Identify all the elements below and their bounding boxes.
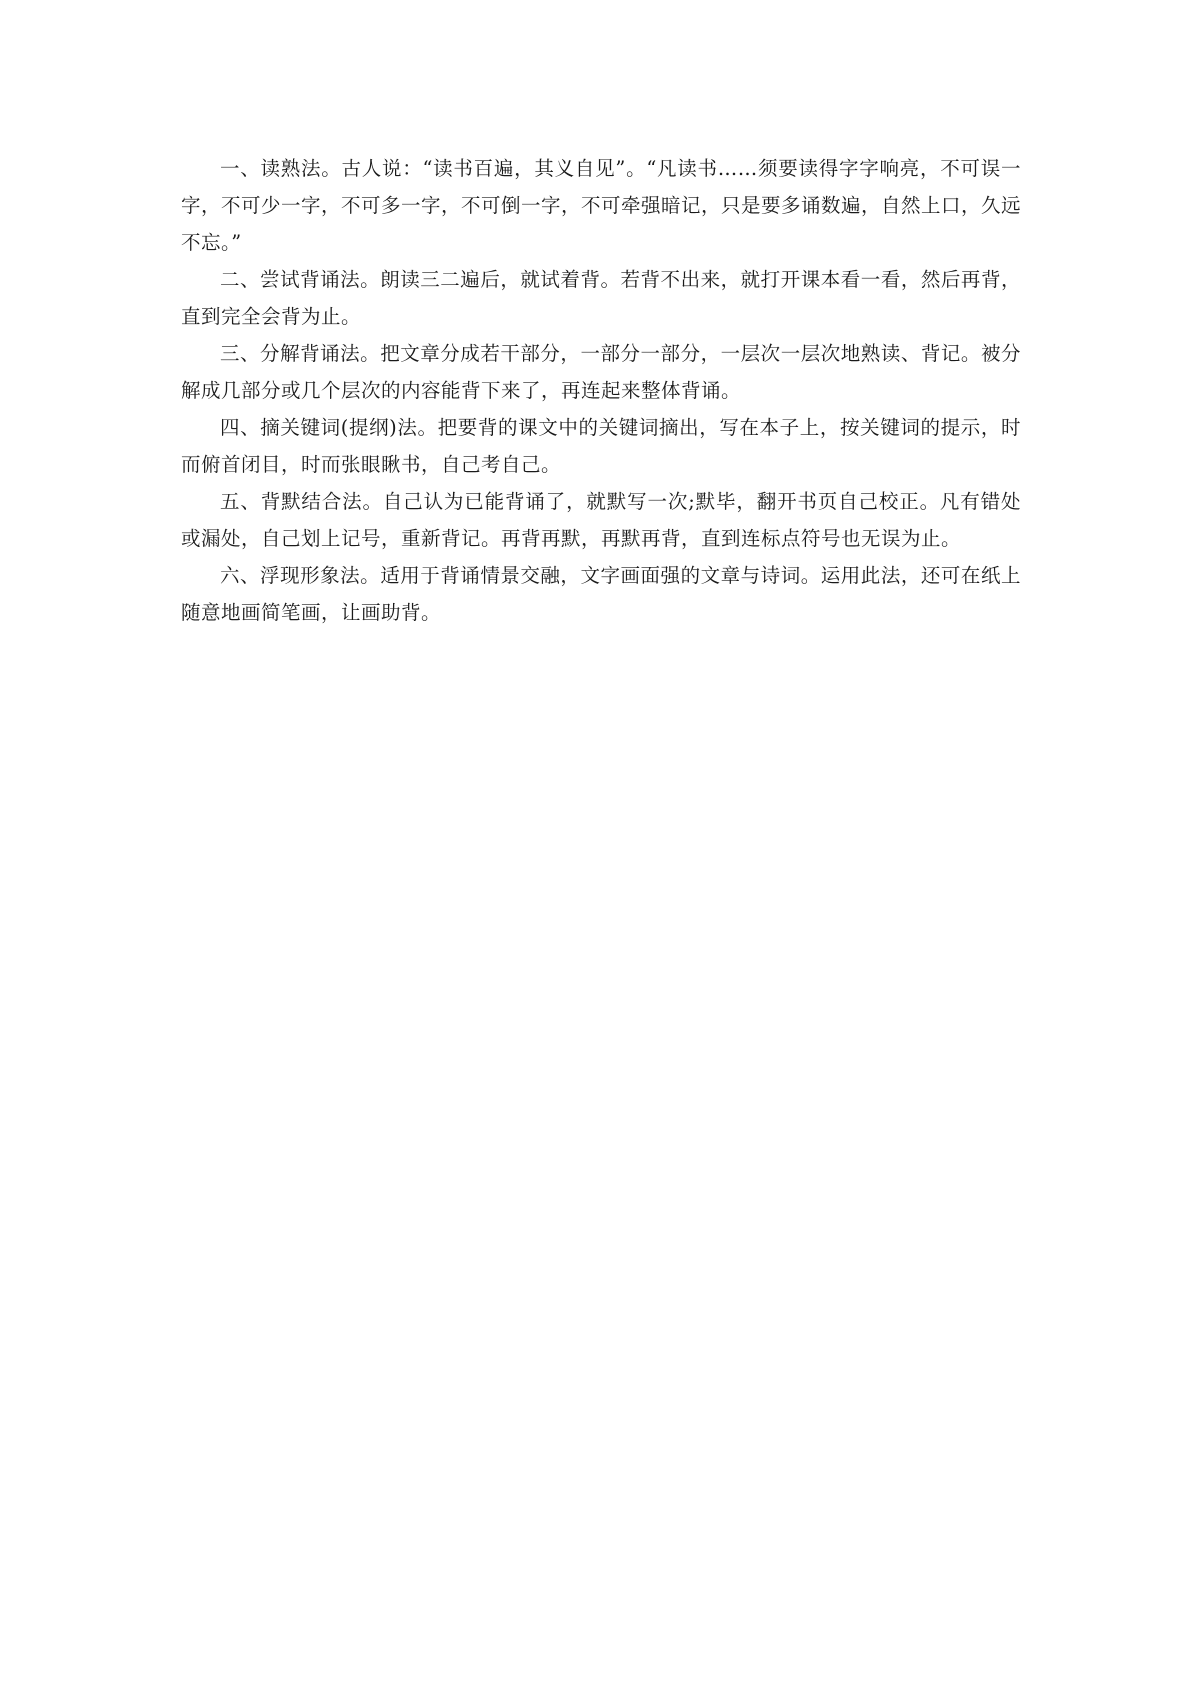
paragraph-keywords-outline: 四、摘关键词(提纲)法。把要背的课文中的关键词摘出，写在本子上，按关键词的提示，时而俯首闭目，时而张眼瞅书，自己考自己。 (181, 416, 1021, 476)
paragraph-decompose-recite: 三、分解背诵法。把文章分成若干部分，一部分一部分，一层次一层次地熟读、背记。被分解成几部分或几个层次的内容能背下来了，再连起来整体背诵。 (181, 342, 1021, 402)
paragraph-visualize-images: 六、浮现形象法。适用于背诵情景交融，文字画面强的文章与诗词。运用此法，还可在纸上随意地画简笔画，让画助背。 (181, 564, 1021, 624)
document-body (181, 150, 1021, 631)
paragraph-read-thoroughly: 一、读熟法。古人说：“读书百遍，其义自见”。“凡读书……须要读得字字响亮，不可误一字，不可少一字，不可多一字，不可倒一字，不可牵强暗记，只是要多诵数遍，自然上口，久远不忘。” (181, 157, 1022, 254)
paragraph-recite-dictate: 五、背默结合法。自己认为已能背诵了，就默写一次;默毕，翻开书页自己校正。凡有错处或漏处，自己划上记号，重新背记。再背再默，再默再背，直到连标点符号也无误为止。 (181, 490, 1021, 550)
paragraph-try-recite: 二、尝试背诵法。朗读三二遍后，就试着背。若背不出来，就打开课本看一看，然后再背，直到完全会背为止。 (181, 268, 1021, 328)
